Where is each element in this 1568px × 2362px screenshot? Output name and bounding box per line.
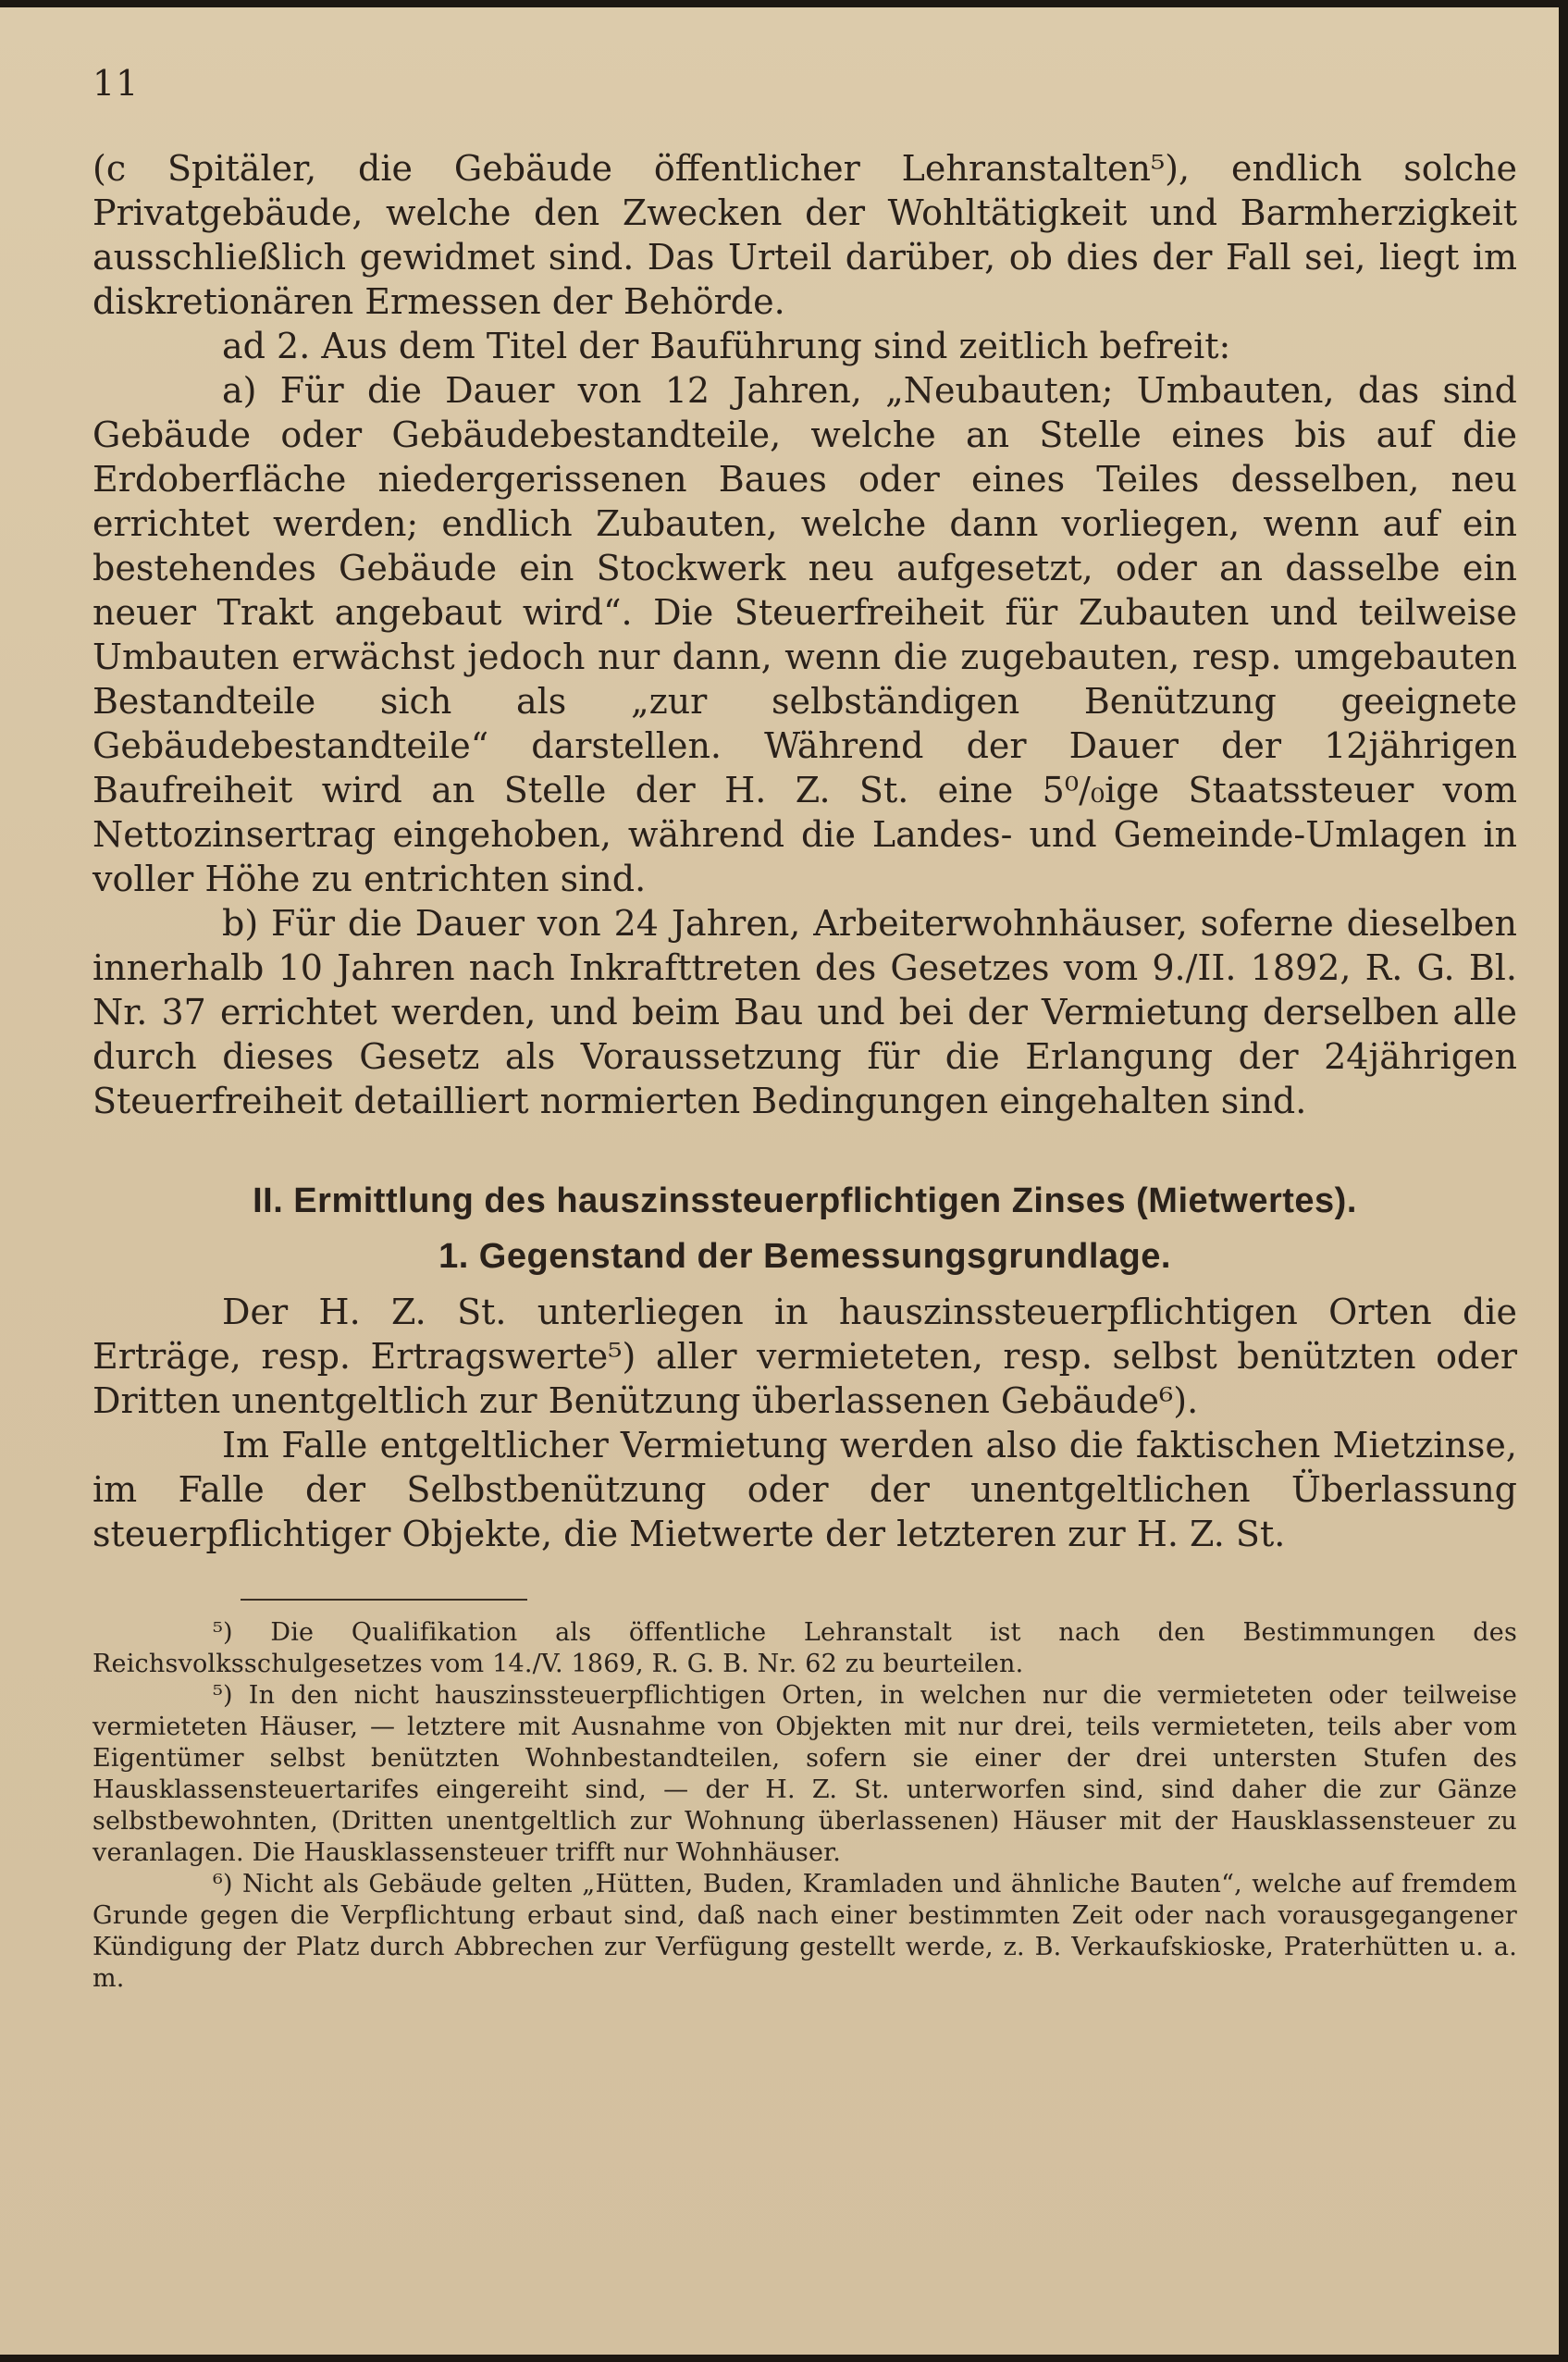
paragraph-a-new-buildings: a) Für die Dauer von 12 Jahren, „Neubauten; Umbauten, das sind Gebäude oder Gebäudebestandteile, welche an Stelle eines bis auf die Erdoberfläche niedergerissenen Baues oder eines Teiles desselben, neu errichtet werden; endlich Zubauten, welche dann vorliegen, wenn auf ein bestehendes Gebäude ein Stockwerk neu aufgesetzt, oder an dasselbe ein neuer Trakt angebaut wird“. Die Steuerfreiheit für Zubauten und teilweise Umbauten erwächst jedoch nur dann, wenn die zugebauten, resp. umgebauten Bestandteile sich als „zur selbständigen Benützung geeignete Gebäudebestandteile“ darstellen. Während der Dauer der 12jährigen Baufreiheit wird an Stelle der H. Z. St. eine 5⁰/₀ige Staatssteuer vom Nettozinsertrag eingehoben, während die Landes- und Gemeinde-Umlagen in voller Höhe zu entrichten sind.: [93, 370, 1517, 899]
page-number: 11: [93, 63, 140, 104]
paragraph-rental-values: Im Falle entgeltlicher Vermietung werden also die faktischen Mietzinse, im Falle der Selbstbenützung oder der unentgeltlichen Überlassung steuerpflichtiger Objekte, die Mietwerte der letzteren zur H. Z. St.: [93, 1425, 1517, 1554]
paragraph-subject-of-tax: Der H. Z. St. unterliegen in hauszinssteuerpflichtigen Orten die Erträge, resp. Ertragswerte⁵) aller vermieteten, resp. selbst benützten oder Dritten unentgeltlich zur Benützung überlassenen Gebäude⁶).: [93, 1292, 1517, 1421]
main-text: [93, 146, 1517, 1995]
footnotes: [93, 1617, 1517, 1995]
footnote-6: ⁶) Nicht als Gebäude gelten „Hütten, Buden, Kramladen und ähnliche Bauten“, welche auf fremdem Grunde gegen die Verpflichtung erbaut sind, daß nach einer bestimmten Zeit oder nach vorausgegangener Kündigung der Platz durch Abbrechen zur Verfügung gestellt werde, z. B. Verkaufskioske, Praterhütten u. a. m.: [93, 1870, 1517, 1993]
footnote-5b: ⁵) In den nicht hauszinssteuerpflichtigen Orten, in welchen nur die vermieteten oder teilweise vermieteten Häuser, — letztere mit Ausnahme von Objekten mit nur drei, teils vermieteten, teils aber vom Eigentümer selbst benützten Wohnbestandteilen, sofern sie einer der drei untersten Stufen des Hausklassensteuertarifes eingereiht sind, — der H. Z. St. unterworfen sind, sind daher die zur Gänze selbstbewohnten, (Dritten unentgeltlich zur Wohnung überlassenen) Häuser mit der Hausklassensteuer zu veranlagen. Die Hausklassensteuer trifft nur Wohnhäuser.: [93, 1681, 1517, 1867]
paragraph-ad-2: ad 2. Aus dem Titel der Bauführung sind zeitlich befreit:: [222, 326, 1231, 366]
section-heading: II. Ermittlung des hauszinssteuerpflichtigen Zinses (Mietwertes).: [253, 1181, 1357, 1220]
subsection-heading: 1. Gegenstand der Bemessungsgrundlage.: [438, 1237, 1171, 1276]
footnote-divider: [241, 1599, 527, 1601]
footnote-5: ⁵) Die Qualifikation als öffentliche Lehranstalt ist nach den Bestimmungen des Reichsvolksschulgesetzes vom 14./V. 1869, R. G. B. Nr. 62 zu beurteilen.: [93, 1618, 1517, 1678]
paragraph-b-workers-housing: b) Für die Dauer von 24 Jahren, Arbeiterwohnhäuser, soferne dieselben innerhalb 10 Jahren nach Inkrafttreten des Gesetzes vom 9./II. 1892, R. G. Bl. Nr. 37 errichtet werden, und beim Bau und bei der Vermietung derselben alle durch dieses Gesetz als Voraussetzung für die Erlangung der 24jährigen Steuerfreiheit detailliert normierten Bedingungen eingehalten sind.: [93, 903, 1517, 1121]
paragraph-public-institutions: (c Spitäler, die Gebäude öffentlicher Lehranstalten⁵), endlich solche Privatgebäude, welche den Zwecken der Wohltätigkeit und Barmherzigkeit ausschließlich gewidmet sind. Das Urteil darüber, ob dies der Fall sei, liegt im diskretionären Ermessen der Behörde.: [93, 148, 1517, 322]
